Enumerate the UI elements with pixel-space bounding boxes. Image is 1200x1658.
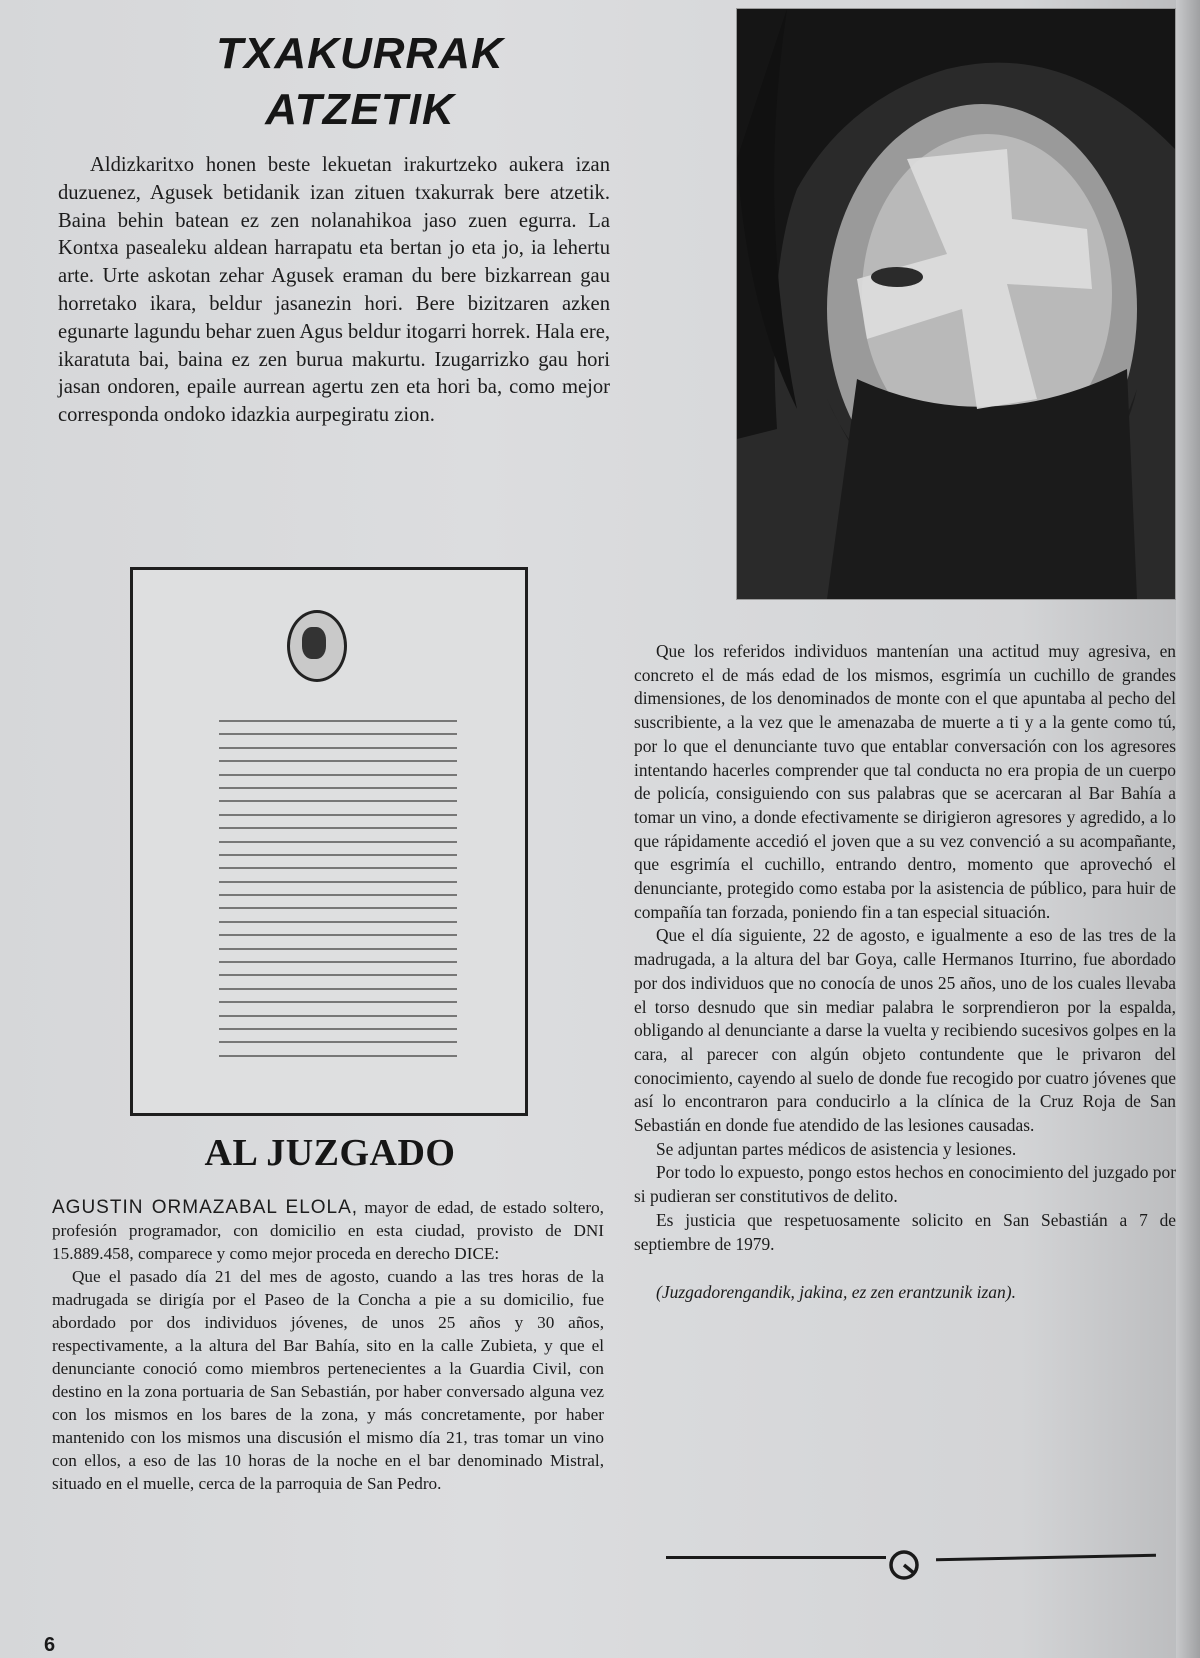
portrait-photo-graphic xyxy=(737,9,1175,599)
letter-right-column xyxy=(634,640,1176,1304)
page-number: 6 xyxy=(44,1634,56,1656)
portrait-photo xyxy=(736,8,1176,600)
letter-paragraph-3: Que el día siguiente, 22 de agosto, e igualmente a eso de las tres de la madrugada, a la altura del bar Goya, calle Hermanos Iturrino, fue abordado por dos individuos que no conocía de unos 25 años, uno de los cuales llevaba el torso desnudo que sin mediar palabra le sorprendieron por la espalda, obligando al denunciante a darse la vuelta y recibiendo sucesivos golpes en la cara, al parecer con algún objeto contundente que le privaron del conocimiento, cayendo al suelo de donde fue recogido por cuatro jóvenes que así lo encontraron para conducirlo a la clínica de la Cruz Roja de San Sebastián en donde fue atendido de las lesiones causadas. xyxy=(634,925,1176,1136)
footer-ornament-icon xyxy=(887,1548,921,1582)
title-line-1: TXAKURRAK xyxy=(216,29,504,78)
court-document-image xyxy=(130,567,528,1116)
intro-paragraph: Aldizkaritxo honen beste lekuetan irakurtzeko aukera izan duzuenez, Agusek betidanik izan zituen txakurrak bere atzetik. Baina behin batean ez zen nolanahikoa jaso zuen egurra. La Kontxa pasealeku aldean harrapatu eta bertan jo eta jo, ia lehertu arte. Urte askotan zehar Agusek eraman du bere bizkarrean gau horretako ikara, beldur jasanezin hori. Bere bizitzaren azken egunarte lagundu behar zuen Agus beldur itogarri horrek. Hala ere, ikaratuta bai, baina ez zen burua makurtu. Izugarrizko gau hori jasan ondoren, epaile aurrean agertu zen eta hori ba, como mejor corresponda ondoko idazkia aurpegiratu zion. xyxy=(58,154,610,427)
section-title: AL JUZGADO xyxy=(204,1132,456,1174)
letter-lead-text: mayor de edad, de estado soltero, profesión programador, con domicilio en esta ciudad, provisto de DNI 15.889.458, comparece y como mejor proceda en derecho DICE: xyxy=(52,1198,604,1263)
letter-lead-paragraph xyxy=(52,1196,604,1265)
letter-paragraph-1: Que el pasado día 21 del mes de agosto, cuando a las tres horas de la madrugada se dirigía por el Paseo de la Concha a pie a su domicilio, fue abordado por dos individuos jóvenes, de unos 25 años y 30 años, respectivamente, a la altura del Bar Bahía, sito en la calle Zubieta, y que el denunciante conoció como miembros pertenecientes a la Guardia Civil, con destino en la zona portuaria de San Sebastián, por haber conversado alguna vez con los mismos en los bares de la zona, y más concretamente, por haber mantenido con los mismos una discusión el mismo día 21, tras tomar un vino con ellos, a eso de las 10 horas de la noche en el bar denominado Mistral, situado en el muelle, cerca de la parroquia de San Pedro. xyxy=(52,1267,604,1493)
footer-rule-right xyxy=(936,1554,1156,1562)
footer-rule-left xyxy=(666,1556,886,1559)
closing-note: (Juzgadorengandik, jakina, ez zen erantzunik izan). xyxy=(656,1282,1016,1303)
title-line-2: ATZETIK xyxy=(265,85,455,134)
article-title xyxy=(150,26,570,138)
letter-left-column xyxy=(52,1196,604,1495)
letter-paragraph-2: Que los referidos individuos mantenían una actitud muy agresiva, en concreto el de más edad de los mismos, esgrimía un cuchillo de grandes dimensiones, de los denominados de monte con el que apuntaba al pecho del suscribiente, a la vez que le amenazaba de muerte a ti y a la gente como tú, por lo que el denunciante tuvo que entablar conversación con los agresores intentando hacerles comprender que tal conducta no era propia de un cuerpo de policía, consiguiendo con sus palabras que se acercaran al Bar Bahía a tomar un vino, a donde efectivamente se dirigieron agresores y agredido, a lo que rápidamente accedió el joven que a su vez convenció a su acompañante, que esgrimía el cuchillo, entrando dentro, momento que aprovechó el denunciante, protegido como estaba por la asistencia de público, para huir de compañía tan forzada, poniendo fin a tan especial situación. xyxy=(634,641,1176,922)
letter-paragraph-4: Se adjuntan partes médicos de asistencia y lesiones. xyxy=(656,1138,1017,1159)
letter-paragraph-6: Es justicia que respetuosamente solicito en San Sebastián a 7 de septiembre de 1979. xyxy=(634,1209,1176,1254)
page-spine-shadow xyxy=(1176,0,1200,1658)
official-seal-icon xyxy=(287,610,347,682)
document-text-lines xyxy=(219,720,457,1068)
letter-paragraph-5: Por todo lo expuesto, pongo estos hechos en conocimiento del juzgado por si pudieran ser constitutivos de delito. xyxy=(634,1162,1176,1207)
complainant-name: AGUSTIN ORMAZABAL ELOLA, xyxy=(52,1197,359,1218)
